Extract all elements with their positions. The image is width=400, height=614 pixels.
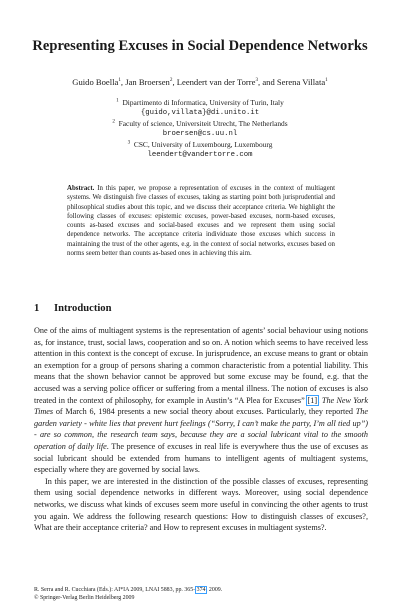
body-text xyxy=(34,325,368,534)
citation-line: R. Serra and R. Cucchiara (Eds.): AI*IA 2009, LNAI 5883, pp. 365–374, 2009. xyxy=(34,587,223,593)
section-heading xyxy=(34,303,112,314)
page-footer xyxy=(34,586,368,602)
author-separator: , xyxy=(172,77,177,87)
italic-quote: The garden variety - white lies that prevent hurt feelings (“Sorry, I can’t make the party, I’m all tied up”) - are so common, the research team says, because they are a social lubricant vital to the smooth operation of daily life xyxy=(34,407,368,451)
author-affiliation-mark: 3 xyxy=(255,77,259,84)
affiliation-line: $^1$ Dipartimento di Informatica, University of Turin, Italy xyxy=(116,97,284,107)
author-name: Leendert van der Torre xyxy=(176,77,256,87)
page-range-link[interactable]: 374 xyxy=(196,587,206,593)
paper-title: Representing Excuses in Social Dependence Networks xyxy=(32,38,368,54)
section-title: Introduction xyxy=(54,303,112,314)
author-name: Jan Broersen xyxy=(125,77,170,87)
copyright-line: © Springer-Verlag Berlin Heidelberg 2009 xyxy=(34,595,135,601)
affiliation-email[interactable]: {guido,villata}@di.unito.it xyxy=(140,109,260,118)
author-list xyxy=(0,77,400,87)
paragraph: One of the aims of multiagent systems is the representation of agents’ social behaviour using notions as, for instance, trust, social laws, cooperation and so on. A notion which seems to have received less attention in this context is the concept of excuse. In jurisprudence, an excuse means to grant or obtain an exemption for a group of persons sharing a common characteristic from a potential liability. This means that the shown behavior cannot be approved but some excuse may be found, e.g. that the accused was a serving police officer or suffering from a mental illness. The notion of excuses is also treated in the context of philosophy, for example in Austin’s “A Plea for Excuses” [1]. The New York Times of March 6, 1984 presents a new social theory about excuses. Particularly, they reported The garden variety - white lies that prevent hurt feelings (“Sorry, I can’t make the party, I’m all tied up”) - are so common, the research team says, because they are a social lubricant vital to the smooth operation of daily life. The presence of excuses in real life is everywhere thus the use of excuses as social lubricant should be extended from humans to intelligent agents of multiagent systems, especially where they are governed by social laws. xyxy=(34,326,368,475)
affiliation-number: 3 xyxy=(127,139,131,146)
affiliation-line: $^2$ Faculty of science, Universiteit Utrecht, The Netherlands xyxy=(112,118,288,128)
affiliation-line: $^3$ CSC, University of Luxembourg, Luxembourg xyxy=(127,139,273,149)
author-separator: , xyxy=(120,77,126,87)
affiliation-email[interactable]: leendert@vandertorre.com xyxy=(147,151,253,160)
paragraph: In this paper, we are interested in the distinction of the possible classes of excuses, representing them using social dependence networks in different ways. Moreover, using social dependence networks, we discuss what kinds of excuses seem more useful in convincing the other agents to trust you again. We address the following research questions: How to distinguish classes of excuses?, What are their acceptance criteria? and How to represent excuses in multiagent systems?. xyxy=(34,476,368,533)
author-separator: , and xyxy=(258,77,277,87)
author-affiliation-mark: 1 xyxy=(118,77,121,84)
italic-text: The New York Times xyxy=(34,395,368,417)
affiliation-number: 1 xyxy=(116,97,119,104)
author-affiliation-mark: 2 xyxy=(169,77,173,84)
affiliation-email[interactable]: broersen@cs.uu.nl xyxy=(162,130,238,139)
citation-link[interactable]: [1] xyxy=(307,395,318,405)
author-name: Serena Villata xyxy=(276,77,326,87)
affiliation-number: 2 xyxy=(112,118,115,125)
affiliations xyxy=(0,98,400,160)
author-name: Guido Boella xyxy=(72,77,119,87)
author-affiliation-mark: 1 xyxy=(325,77,328,84)
abstract-text: In this paper, we propose a representation of excuses in the context of multiagent systems. We distinguish five classes of excuses, taking as starting point both jurisprudential and philosophical studies about this topic, and we discuss their acceptance criteria. We highlight the following classes of excuses: epistemic excuses, power-based excuses, norm-based excuses, counts as-based excuses and social-based excuses and we represent them using social dependence networks. The acceptance criteria individuate those excuses which success in maintaining the trust of the other agents, e.g. in the context of social networks, excuses based on norms seem better than counts as-based ones in achieving this aim. xyxy=(67,185,335,257)
abstract xyxy=(67,184,335,258)
abstract-label: Abstract. xyxy=(67,185,95,192)
section-number: 1 xyxy=(34,303,40,314)
